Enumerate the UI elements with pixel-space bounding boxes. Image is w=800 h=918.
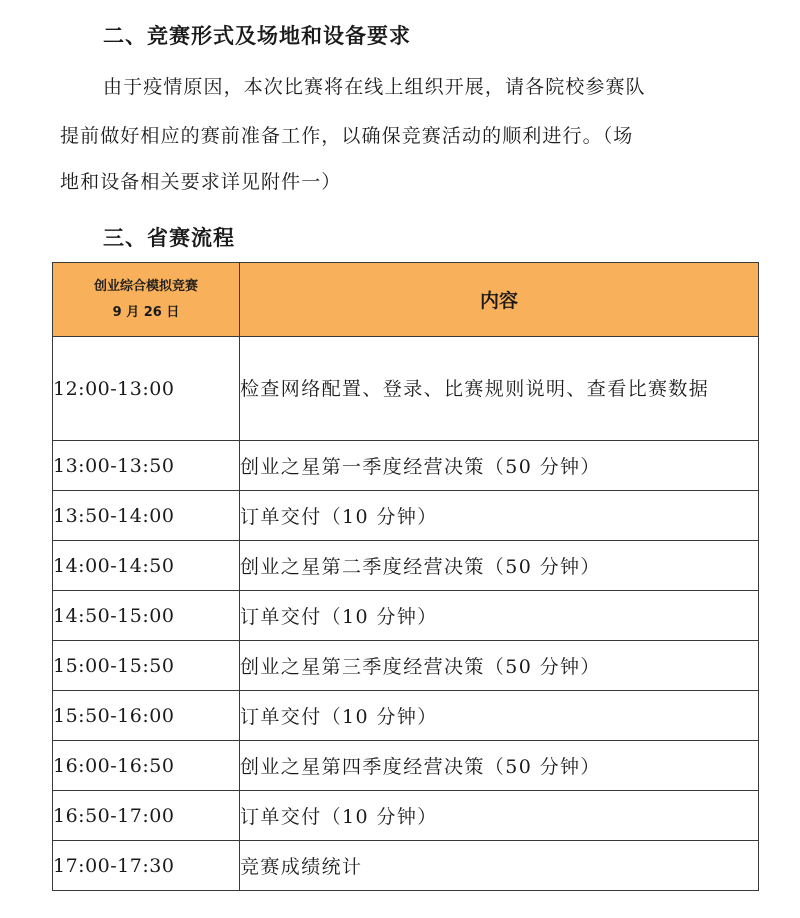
table-row <box>53 591 759 641</box>
row-time: 14:00-14:50 <box>53 541 240 591</box>
row-content: 检查网络配置、登录、比赛规则说明、查看比赛数据 <box>240 337 759 441</box>
section-2-paragraph-line-2: 提前做好相应的赛前准备工作，以确保竞赛活动的顺利进行。（场 <box>60 125 634 147</box>
header-content: 内容 <box>240 263 759 337</box>
table-row <box>53 337 759 441</box>
table-row <box>53 791 759 841</box>
table-header-row <box>53 263 759 337</box>
row-content: 创业之星第二季度经营决策（50 分钟） <box>240 541 759 591</box>
table-row <box>53 541 759 591</box>
row-time: 15:00-15:50 <box>53 641 240 691</box>
row-time: 12:00-13:00 <box>53 337 240 441</box>
row-content: 订单交付（10 分钟） <box>240 791 759 841</box>
row-content: 订单交付（10 分钟） <box>240 691 759 741</box>
header-date: 9 月 26 日 <box>112 304 180 320</box>
row-content: 创业之星第三季度经营决策（50 分钟） <box>240 641 759 691</box>
row-content: 订单交付（10 分钟） <box>240 491 759 541</box>
table-row <box>53 841 759 891</box>
row-content: 创业之星第四季度经营决策（50 分钟） <box>240 741 759 791</box>
row-content: 创业之星第一季度经营决策（50 分钟） <box>240 441 759 491</box>
section-2-paragraph-line-3: 地和设备相关要求详见附件一） <box>60 171 342 193</box>
table-row <box>53 491 759 541</box>
row-time: 13:00-13:50 <box>53 441 240 491</box>
header-competition-name: 创业综合模拟竞赛 <box>93 278 198 294</box>
row-time: 13:50-14:00 <box>53 491 240 541</box>
table-row <box>53 441 759 491</box>
row-content: 竞赛成绩统计 <box>240 841 759 891</box>
row-time: 14:50-15:00 <box>53 591 240 641</box>
table-row <box>53 641 759 691</box>
row-time: 17:00-17:30 <box>53 841 240 891</box>
table-row <box>53 691 759 741</box>
header-competition-date <box>53 263 240 337</box>
schedule-table <box>52 262 759 891</box>
table-row <box>53 741 759 791</box>
row-time: 15:50-16:00 <box>53 691 240 741</box>
section-3-heading: 三、省赛流程 <box>103 226 235 250</box>
section-2-paragraph-line-1: 由于疫情原因，本次比赛将在线上组织开展，请各院校参赛队 <box>103 76 646 98</box>
section-2-heading: 二、竞赛形式及场地和设备要求 <box>103 24 411 48</box>
row-time: 16:50-17:00 <box>53 791 240 841</box>
row-time: 16:00-16:50 <box>53 741 240 791</box>
row-content: 订单交付（10 分钟） <box>240 591 759 641</box>
